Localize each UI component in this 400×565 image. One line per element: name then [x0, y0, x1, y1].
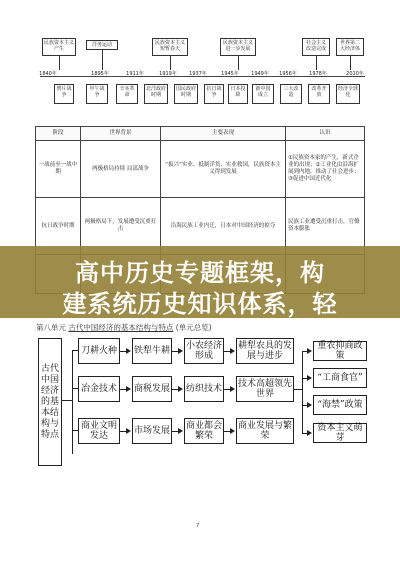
diagram-node-tech: 技术高超领先世界 — [236, 376, 294, 402]
timeline-event-bottom: 日本投降 — [228, 84, 248, 104]
table-header: 阶段 — [36, 127, 81, 141]
diagram-root: 古代中国经济的基本结构与特点 — [38, 338, 62, 466]
timeline-event-top: 社会主义改造完成 — [302, 38, 330, 56]
page-number: 7 — [196, 523, 200, 529]
timeline-event-bottom: 辛亥革命 — [116, 84, 138, 104]
arrow-right-icon — [178, 348, 183, 354]
timeline-event-top: 世界第二大经济体 — [336, 38, 364, 56]
timeline-connector — [102, 50, 103, 70]
table-header: 主要表现 — [161, 127, 286, 141]
diagram-caption — [36, 322, 212, 333]
timeline-event-bottom: 抗日战争 — [204, 84, 224, 104]
timeline-event-bottom: 鸦片战争 — [54, 84, 74, 104]
diagram-connector — [62, 400, 72, 401]
diagram-node-commerce: 商业文明发达 — [78, 418, 120, 444]
timeline-event-bottom: 三大改造 — [280, 84, 302, 104]
diagram-connector — [294, 389, 302, 390]
diagram-node-prosperity: 商业发展与繁荣 — [236, 418, 294, 444]
timeline-year: 1949年 — [251, 71, 269, 77]
table-cell-stage: 抗日战争时期 — [36, 198, 81, 255]
table-cell-impact: ①民族资本家的产生，新式企业的出现；②工业化由沿海扩展到内地，推动了社会进步；③促进中国近代化 — [286, 141, 365, 198]
diagram-node-metallurgy: 冶金技术 — [78, 376, 120, 402]
timeline-event-bottom: 新中国成立 — [252, 84, 274, 104]
diagram-node-capitalism-sprouts: 资本主义萌芽 — [313, 423, 367, 443]
diagram-caption-unit: 第八单元 — [36, 323, 66, 332]
arrow-right-icon — [126, 386, 131, 392]
arrow-right-icon — [307, 430, 312, 436]
timeline-connector — [238, 56, 239, 70]
arrow-right-icon — [230, 386, 235, 392]
title-banner — [0, 246, 400, 318]
banner-title-line-2: 建系统历史知识体系，轻 — [62, 290, 338, 318]
timeline-event-bottom: 北洋政府时期 — [144, 84, 168, 104]
timeline-connector — [350, 56, 351, 70]
timeline-year: 1895年 — [91, 71, 109, 77]
table-cell-main: “振兴”实业、抵制洋货、实业救国，民族资本主义得到发展 — [161, 141, 286, 198]
diagram-node-farming: 刀耕火种 — [78, 338, 120, 364]
timeline-year: 1978年 — [309, 71, 327, 77]
diagram-connector — [72, 350, 73, 454]
arrow-right-icon — [230, 348, 235, 354]
timeline-event-top: 洋务运动 — [86, 40, 118, 50]
timeline-year: 1956年 — [279, 71, 297, 77]
arrow-right-icon — [230, 428, 235, 434]
diagram-caption-title: 古代中国经济的基本结构与特点 — [68, 323, 174, 332]
timeline-connector — [59, 56, 60, 70]
diagram-node-cities: 商业都会繁荣 — [184, 418, 224, 444]
arrow-right-icon — [307, 402, 312, 408]
table-header-row — [36, 127, 365, 141]
timeline — [40, 28, 365, 116]
timeline-year: 1945年 — [221, 71, 239, 77]
arrow-right-icon — [307, 348, 312, 354]
diagram-node-iron-plough: 铁犁牛耕 — [132, 338, 172, 364]
diagram-node-tools: 耕犁农具的发展与进步 — [236, 338, 294, 364]
timeline-event-top: 民族资本主义进一步发展 — [220, 38, 256, 56]
diagram-node-tax: 商税发展 — [132, 376, 172, 402]
table-cell-main: 沿海民族工业内迁，日本对中国经济的掠夺 — [161, 198, 286, 255]
timeline-event-bottom: 经济全球化 — [336, 84, 360, 104]
diagram-node-policy: 重农抑商政策 — [313, 341, 367, 361]
diagram-caption-suffix: (单元总览) — [175, 323, 212, 332]
table-cell-background: 两极格局持续 局部战争 — [81, 141, 161, 198]
arrow-right-icon — [178, 428, 183, 434]
arrow-right-icon — [126, 348, 131, 354]
diagram-connector — [302, 351, 303, 433]
timeline-connector — [170, 56, 171, 70]
diagram-node-sea-ban: “海禁”政策 — [313, 395, 367, 415]
arrow-right-icon — [178, 386, 183, 392]
timeline-event-top: 民族资本主义产生 — [42, 38, 76, 56]
timeline-event-bottom: 甲午战争 — [86, 84, 108, 104]
table-header: 世界背景 — [81, 127, 161, 141]
timeline-year: 1937年 — [189, 71, 207, 77]
table-cell-background: 两极格局下，发展遭受沉重打击 — [81, 198, 161, 255]
arrow-right-icon — [307, 375, 312, 381]
diagram-node-textile: 纺织技术 — [184, 376, 224, 402]
table-header: 认识 — [286, 127, 365, 141]
diagram-node-small-farm: 小农经济形成 — [184, 338, 224, 364]
timeline-year: 1840年 — [39, 71, 57, 77]
diagram-node-official-trade: “工商食官” — [313, 368, 367, 388]
timeline-year: 2010年 — [346, 71, 364, 77]
arrow-right-icon — [126, 428, 131, 434]
table-row — [36, 141, 365, 198]
timeline-event-top: 民族资本主义短暂春天 — [152, 38, 188, 56]
table-cell-impact: 民族工业遭受沉重打击，官僚资本膨胀 — [286, 198, 365, 255]
timeline-year: 1911年 — [126, 71, 144, 77]
diagram-node-market: 市场发展 — [132, 418, 172, 444]
timeline-connector — [316, 56, 317, 70]
timeline-event-bottom: 国民政府时期 — [174, 84, 198, 104]
timeline-year: 1919年 — [159, 71, 177, 77]
banner-title-line-1: 高中历史专题框架，构 — [75, 259, 325, 287]
table-cell-stage: 一战前至一战中期 — [36, 141, 81, 198]
timeline-event-bottom: 改革开放 — [308, 84, 330, 104]
